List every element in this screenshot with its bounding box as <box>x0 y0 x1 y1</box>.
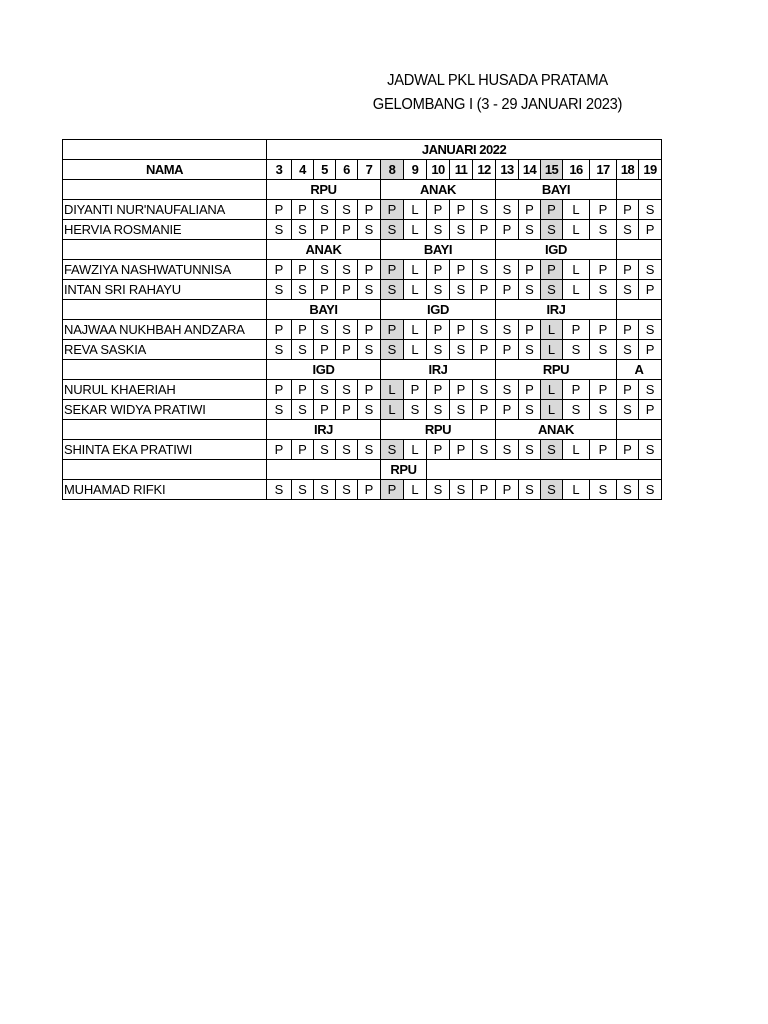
shift-cell: L <box>563 480 590 500</box>
shift-cell: L <box>541 400 563 420</box>
shift-cell: S <box>496 440 519 460</box>
shift-cell: S <box>450 400 473 420</box>
unit-row-blank <box>63 420 267 440</box>
shift-cell: P <box>450 200 473 220</box>
shift-cell: L <box>404 440 427 460</box>
unit-header-row <box>63 300 662 320</box>
shift-cell: P <box>358 200 381 220</box>
day-header-12: 12 <box>473 160 496 180</box>
shift-cell: S <box>473 320 496 340</box>
shift-cell: P <box>563 380 590 400</box>
shift-cell: S <box>639 260 662 280</box>
shift-cell: P <box>541 260 563 280</box>
shift-cell: P <box>617 200 639 220</box>
day-header-3: 3 <box>267 160 292 180</box>
shift-cell: P <box>336 340 358 360</box>
shift-cell: S <box>617 400 639 420</box>
day-header-8: 8 <box>381 160 404 180</box>
shift-cell: S <box>381 440 404 460</box>
shift-cell: S <box>267 280 292 300</box>
unit-label: IGD <box>267 360 381 380</box>
shift-cell: P <box>292 440 314 460</box>
shift-cell: S <box>381 280 404 300</box>
shift-cell: P <box>267 320 292 340</box>
shift-cell: P <box>358 320 381 340</box>
student-name: HERVIA ROSMANIE <box>63 220 267 240</box>
shift-cell: S <box>590 480 617 500</box>
student-row <box>63 340 662 360</box>
shift-cell: P <box>590 320 617 340</box>
shift-cell: S <box>496 320 519 340</box>
unit-label: IGD <box>381 300 496 320</box>
shift-cell: P <box>450 380 473 400</box>
shift-cell: P <box>473 220 496 240</box>
shift-cell: S <box>381 340 404 360</box>
unit-label <box>617 300 662 320</box>
day-header-row <box>63 160 662 180</box>
shift-cell: S <box>639 320 662 340</box>
shift-cell: P <box>267 440 292 460</box>
shift-cell: S <box>496 380 519 400</box>
unit-label: IGD <box>496 240 617 260</box>
shift-cell: P <box>519 260 541 280</box>
shift-cell: S <box>267 400 292 420</box>
student-row <box>63 400 662 420</box>
shift-cell: P <box>639 220 662 240</box>
unit-row-blank <box>63 240 267 260</box>
shift-cell: S <box>519 440 541 460</box>
shift-cell: L <box>404 340 427 360</box>
unit-label <box>617 420 662 440</box>
student-row <box>63 200 662 220</box>
shift-cell: S <box>336 380 358 400</box>
shift-cell: S <box>314 320 336 340</box>
shift-cell: P <box>617 260 639 280</box>
unit-row-blank <box>63 360 267 380</box>
shift-cell: S <box>427 280 450 300</box>
shift-cell: S <box>541 480 563 500</box>
shift-cell: S <box>427 340 450 360</box>
shift-cell: P <box>427 260 450 280</box>
shift-cell: S <box>358 400 381 420</box>
shift-cell: S <box>590 340 617 360</box>
shift-cell: S <box>617 280 639 300</box>
schedule-table-viewport <box>62 139 693 519</box>
student-row <box>63 280 662 300</box>
month-header-blank <box>63 140 267 160</box>
unit-label: BAYI <box>381 240 496 260</box>
shift-cell: S <box>314 260 336 280</box>
shift-cell: S <box>404 400 427 420</box>
shift-cell: S <box>427 220 450 240</box>
shift-cell: L <box>563 260 590 280</box>
unit-label: RPU <box>381 420 496 440</box>
day-header-5: 5 <box>314 160 336 180</box>
shift-cell: P <box>267 200 292 220</box>
unit-spacer <box>267 460 381 480</box>
shift-cell: P <box>427 440 450 460</box>
shift-cell: P <box>590 260 617 280</box>
shift-cell: P <box>590 440 617 460</box>
shift-cell: L <box>404 220 427 240</box>
shift-cell: S <box>267 340 292 360</box>
shift-cell: S <box>563 340 590 360</box>
day-header-7: 7 <box>358 160 381 180</box>
shift-cell: S <box>314 200 336 220</box>
shift-cell: L <box>563 440 590 460</box>
shift-cell: P <box>639 280 662 300</box>
shift-cell: S <box>267 480 292 500</box>
unit-label: A <box>617 360 662 380</box>
shift-cell: P <box>314 280 336 300</box>
shift-cell: P <box>617 320 639 340</box>
student-name: NURUL KHAERIAH <box>63 380 267 400</box>
day-header-4: 4 <box>292 160 314 180</box>
shift-cell: S <box>267 220 292 240</box>
shift-cell: S <box>450 280 473 300</box>
shift-cell: P <box>427 200 450 220</box>
shift-cell: P <box>292 200 314 220</box>
shift-cell: S <box>450 480 473 500</box>
unit-label: ANAK <box>267 240 381 260</box>
shift-cell: P <box>473 340 496 360</box>
shift-cell: S <box>358 440 381 460</box>
unit-header-row <box>63 420 662 440</box>
shift-cell: S <box>450 220 473 240</box>
shift-cell: P <box>541 200 563 220</box>
unit-spacer <box>427 460 662 480</box>
shift-cell: L <box>404 320 427 340</box>
unit-label: IRJ <box>381 360 496 380</box>
student-row <box>63 260 662 280</box>
unit-label: RPU <box>267 180 381 200</box>
shift-cell: S <box>292 280 314 300</box>
shift-cell: P <box>314 340 336 360</box>
shift-cell: P <box>358 380 381 400</box>
student-name: MUHAMAD RIFKI <box>63 480 267 500</box>
shift-cell: S <box>590 220 617 240</box>
shift-cell: P <box>639 400 662 420</box>
shift-cell: P <box>267 380 292 400</box>
shift-cell: P <box>496 340 519 360</box>
shift-cell: P <box>590 380 617 400</box>
student-name: SHINTA EKA PRATIWI <box>63 440 267 460</box>
shift-cell: S <box>358 340 381 360</box>
shift-cell: S <box>336 440 358 460</box>
month-header: JANUARI 2022 <box>267 140 662 160</box>
shift-cell: P <box>563 320 590 340</box>
unit-label: IRJ <box>496 300 617 320</box>
shift-cell: P <box>292 260 314 280</box>
shift-cell: S <box>292 220 314 240</box>
shift-cell: P <box>617 440 639 460</box>
shift-cell: P <box>267 260 292 280</box>
month-header-row <box>63 140 662 160</box>
shift-cell: S <box>381 220 404 240</box>
day-header-15: 15 <box>541 160 563 180</box>
shift-cell: L <box>563 280 590 300</box>
shift-cell: S <box>336 260 358 280</box>
shift-cell: S <box>473 440 496 460</box>
day-header-19: 19 <box>639 160 662 180</box>
shift-cell: L <box>541 320 563 340</box>
shift-cell: P <box>404 380 427 400</box>
unit-row-blank <box>63 180 267 200</box>
student-row <box>63 320 662 340</box>
schedule-title: JADWAL PKL HUSADA PRATAMA <box>387 72 608 89</box>
shift-cell: S <box>639 200 662 220</box>
shift-cell: P <box>381 320 404 340</box>
shift-cell: S <box>292 340 314 360</box>
shift-cell: P <box>427 320 450 340</box>
day-header-13: 13 <box>496 160 519 180</box>
unit-label <box>617 240 662 260</box>
unit-label: BAYI <box>267 300 381 320</box>
shift-cell: S <box>519 340 541 360</box>
shift-cell: P <box>519 320 541 340</box>
unit-header-row <box>63 240 662 260</box>
shift-cell: S <box>639 480 662 500</box>
shift-cell: P <box>496 280 519 300</box>
shift-cell: S <box>617 340 639 360</box>
student-name: DIYANTI NUR'NAUFALIANA <box>63 200 267 220</box>
student-row <box>63 220 662 240</box>
shift-cell: P <box>336 220 358 240</box>
shift-cell: L <box>404 200 427 220</box>
student-row <box>63 440 662 460</box>
shift-cell: L <box>404 280 427 300</box>
shift-cell: S <box>519 480 541 500</box>
shift-cell: L <box>381 400 404 420</box>
unit-header-row <box>63 180 662 200</box>
shift-cell: L <box>381 380 404 400</box>
shift-cell: S <box>519 220 541 240</box>
shift-cell: S <box>358 280 381 300</box>
shift-cell: S <box>427 400 450 420</box>
day-header-17: 17 <box>590 160 617 180</box>
shift-cell: P <box>496 480 519 500</box>
unit-label: RPU <box>381 460 427 480</box>
unit-label <box>617 180 662 200</box>
shift-cell: P <box>496 220 519 240</box>
shift-cell: S <box>496 260 519 280</box>
unit-label: IRJ <box>267 420 381 440</box>
schedule-table <box>62 139 662 500</box>
student-name: NAJWAA NUKHBAH ANDZARA <box>63 320 267 340</box>
unit-label: RPU <box>496 360 617 380</box>
shift-cell: S <box>639 380 662 400</box>
shift-cell: L <box>563 220 590 240</box>
shift-cell: P <box>381 480 404 500</box>
name-column-header: NAMA <box>63 160 267 180</box>
shift-cell: P <box>473 480 496 500</box>
shift-cell: S <box>541 280 563 300</box>
shift-cell: P <box>639 340 662 360</box>
shift-cell: P <box>496 400 519 420</box>
shift-cell: S <box>473 260 496 280</box>
unit-label: ANAK <box>381 180 496 200</box>
day-header-16: 16 <box>563 160 590 180</box>
day-header-6: 6 <box>336 160 358 180</box>
student-row <box>63 480 662 500</box>
shift-cell: S <box>617 220 639 240</box>
schedule-subtitle: GELOMBANG I (3 - 29 JANUARI 2023) <box>372 96 623 113</box>
shift-cell: S <box>541 440 563 460</box>
shift-cell: L <box>563 200 590 220</box>
day-header-10: 10 <box>427 160 450 180</box>
shift-cell: S <box>496 200 519 220</box>
student-name: FAWZIYA NASHWATUNNISA <box>63 260 267 280</box>
day-header-11: 11 <box>450 160 473 180</box>
shift-cell: P <box>590 200 617 220</box>
shift-cell: L <box>404 480 427 500</box>
shift-cell: S <box>450 340 473 360</box>
shift-cell: P <box>427 380 450 400</box>
unit-label: ANAK <box>496 420 617 440</box>
student-name: REVA SASKIA <box>63 340 267 360</box>
shift-cell: S <box>336 320 358 340</box>
shift-cell: S <box>473 200 496 220</box>
shift-cell: S <box>358 220 381 240</box>
day-header-18: 18 <box>617 160 639 180</box>
shift-cell: S <box>617 480 639 500</box>
shift-cell: P <box>473 280 496 300</box>
unit-row-blank <box>63 300 267 320</box>
shift-cell: P <box>450 260 473 280</box>
shift-cell: S <box>314 380 336 400</box>
shift-cell: S <box>292 480 314 500</box>
unit-header-row <box>63 360 662 380</box>
shift-cell: S <box>590 280 617 300</box>
shift-cell: S <box>314 440 336 460</box>
unit-label: BAYI <box>496 180 617 200</box>
shift-cell: P <box>519 380 541 400</box>
shift-cell: P <box>336 280 358 300</box>
shift-cell: P <box>358 480 381 500</box>
shift-cell: S <box>314 480 336 500</box>
shift-cell: P <box>473 400 496 420</box>
shift-cell: S <box>563 400 590 420</box>
shift-cell: L <box>404 260 427 280</box>
shift-cell: P <box>450 320 473 340</box>
student-name: INTAN SRI RAHAYU <box>63 280 267 300</box>
shift-cell: P <box>314 400 336 420</box>
shift-cell: L <box>541 380 563 400</box>
shift-cell: P <box>617 380 639 400</box>
shift-cell: P <box>292 320 314 340</box>
shift-cell: S <box>292 400 314 420</box>
shift-cell: P <box>381 260 404 280</box>
shift-cell: S <box>336 480 358 500</box>
shift-cell: P <box>358 260 381 280</box>
shift-cell: P <box>314 220 336 240</box>
student-name: SEKAR WIDYA PRATIWI <box>63 400 267 420</box>
shift-cell: S <box>519 400 541 420</box>
day-header-14: 14 <box>519 160 541 180</box>
shift-cell: S <box>519 280 541 300</box>
shift-cell: S <box>590 400 617 420</box>
unit-header-row <box>63 460 662 480</box>
shift-cell: P <box>336 400 358 420</box>
day-header-9: 9 <box>404 160 427 180</box>
shift-cell: P <box>381 200 404 220</box>
student-row <box>63 380 662 400</box>
shift-cell: S <box>336 200 358 220</box>
shift-cell: S <box>473 380 496 400</box>
shift-cell: P <box>450 440 473 460</box>
shift-cell: S <box>541 220 563 240</box>
shift-cell: S <box>639 440 662 460</box>
shift-cell: L <box>541 340 563 360</box>
shift-cell: P <box>519 200 541 220</box>
unit-row-blank <box>63 460 267 480</box>
shift-cell: P <box>292 380 314 400</box>
shift-cell: S <box>427 480 450 500</box>
